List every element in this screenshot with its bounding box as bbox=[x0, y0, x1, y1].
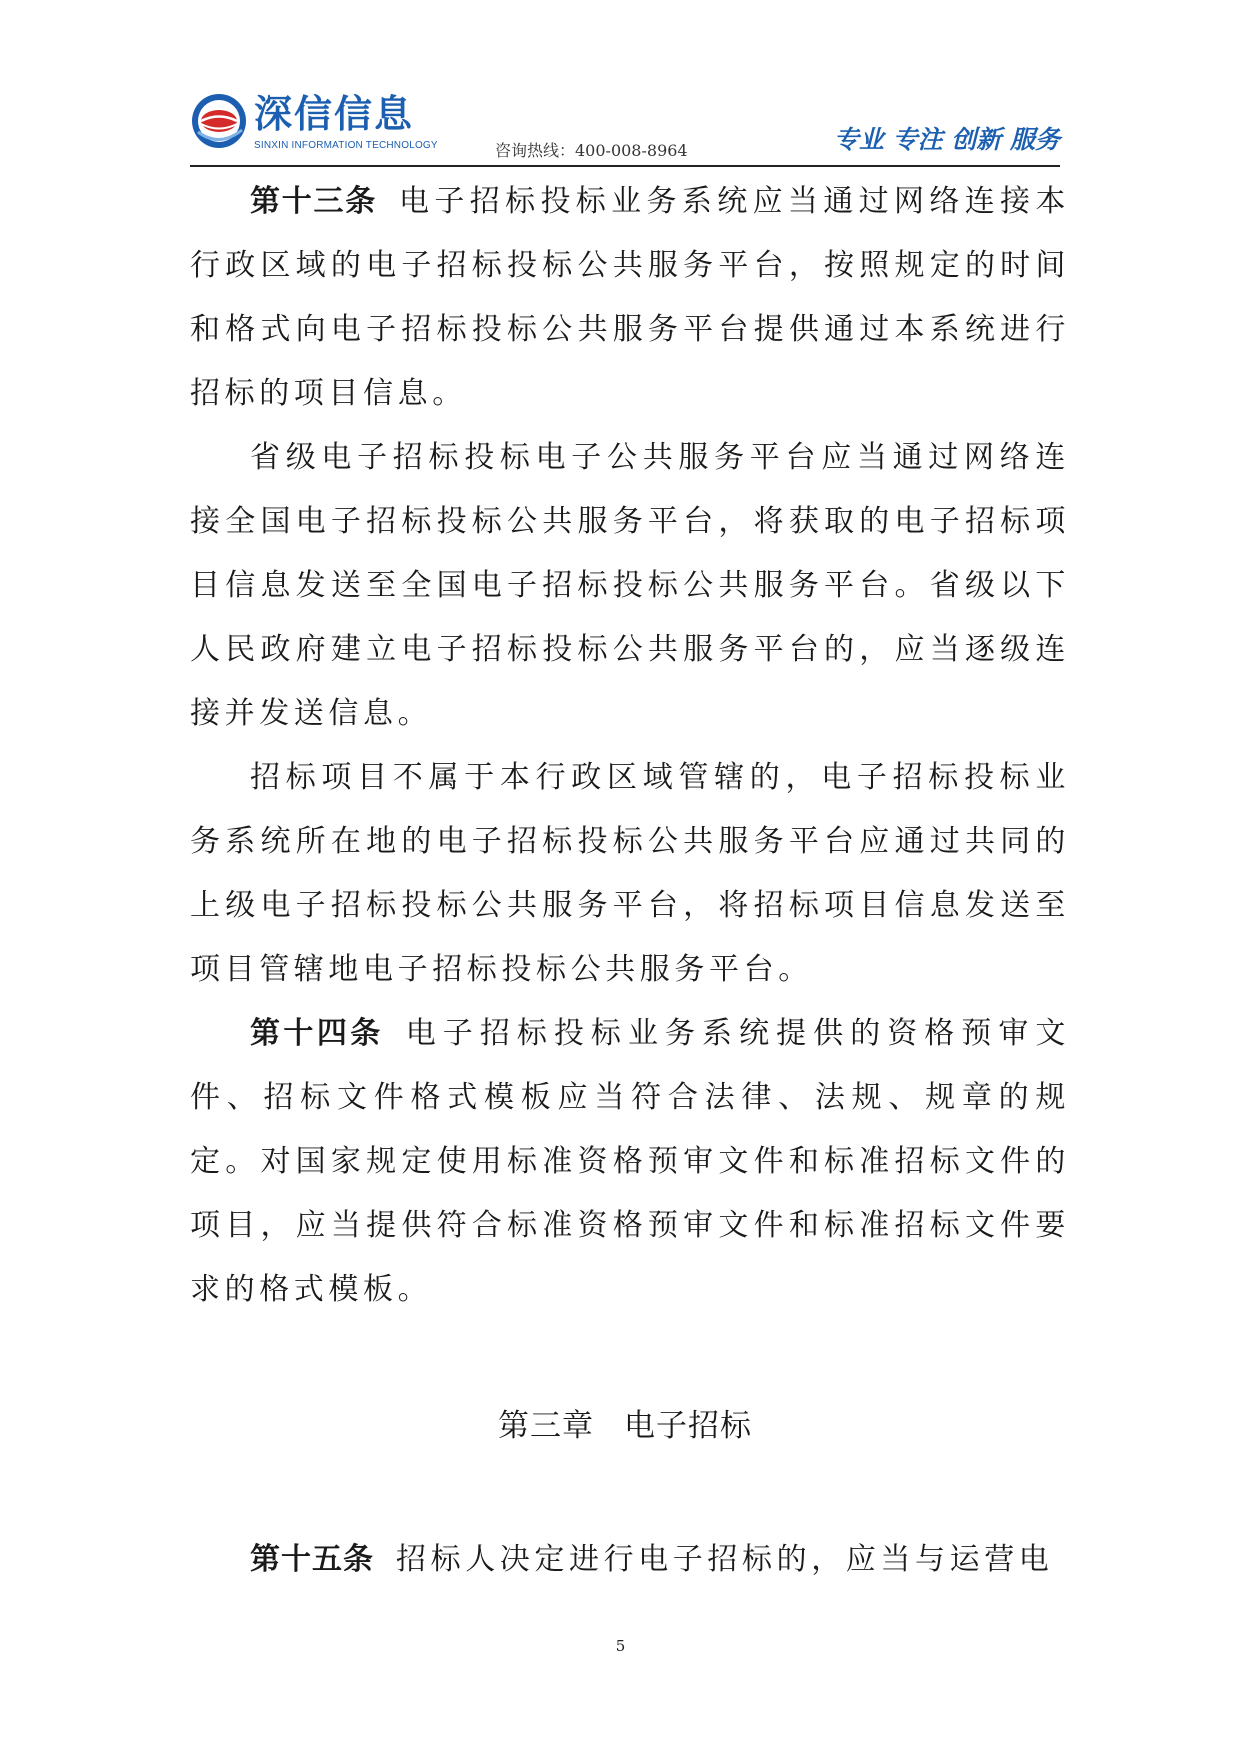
slogan: 专业 专注 创新 服务 bbox=[833, 125, 1060, 154]
article-15-text: 招标人决定进行电子招标的，应当与运营电 bbox=[396, 1542, 1054, 1577]
article-15-paragraph bbox=[190, 1528, 1070, 1592]
header-divider bbox=[190, 165, 1060, 167]
page-header bbox=[190, 88, 1060, 168]
paragraph-provincial: 省级电子招标投标电子公共服务平台应当通过网络连接全国电子招标投标公共服务平台，将获取的电子招标项目信息发送至全国电子招标投标公共服务平台。省级以下人民政府建立电子招标投标公共服务平台的，应当逐级连接并发送信息。 bbox=[190, 440, 1070, 731]
article-14-text: 电子招标投标业务系统提供的资格预审文件、招标文件格式模板应当符合法律、法规、规章的规定。对国家规定使用标准资格预审文件和标准招标文件的项目，应当提供符合标准资格预审文件和标准招标文件要求的格式模板。 bbox=[190, 1016, 1070, 1307]
logo-subtitle: SINXIN INFORMATION TECHNOLOGY bbox=[254, 140, 438, 151]
logo-name: 深信信息 bbox=[254, 92, 415, 136]
company-logo bbox=[190, 90, 450, 160]
article-15-block bbox=[190, 1528, 1070, 1592]
article-14-paragraph bbox=[190, 1002, 1070, 1322]
article-13-paragraph bbox=[190, 170, 1070, 426]
article-13-text: 电子招标投标业务系统应当通过网络连接本行政区域的电子招标投标公共服务平台，按照规定的时间和格式向电子招标投标公共服务平台提供通过本系统进行招标的项目信息。 bbox=[190, 184, 1071, 411]
article-14-label: 第十四条 bbox=[250, 1016, 384, 1051]
paragraph-jurisdiction: 招标项目不属于本行政区域管辖的，电子招标投标业务系统所在地的电子招标投标公共服务平台应通过共同的上级电子招标投标公共服务平台，将招标项目信息发送至项目管辖地电子招标投标公共服务平台。 bbox=[190, 760, 1070, 987]
article-13-label: 第十三条 bbox=[250, 184, 378, 219]
chapter-heading bbox=[190, 1400, 1060, 1445]
chapter-number: 第三章 bbox=[498, 1408, 594, 1444]
article-15-label: 第十五条 bbox=[250, 1542, 374, 1577]
chapter-title: 电子招标 bbox=[624, 1408, 752, 1444]
page-number: 5 bbox=[615, 1637, 626, 1655]
hotline-text: 咨询热线：400-008-8964 bbox=[495, 141, 688, 160]
globe-logo-icon bbox=[190, 92, 248, 150]
document-body bbox=[190, 170, 1070, 1322]
